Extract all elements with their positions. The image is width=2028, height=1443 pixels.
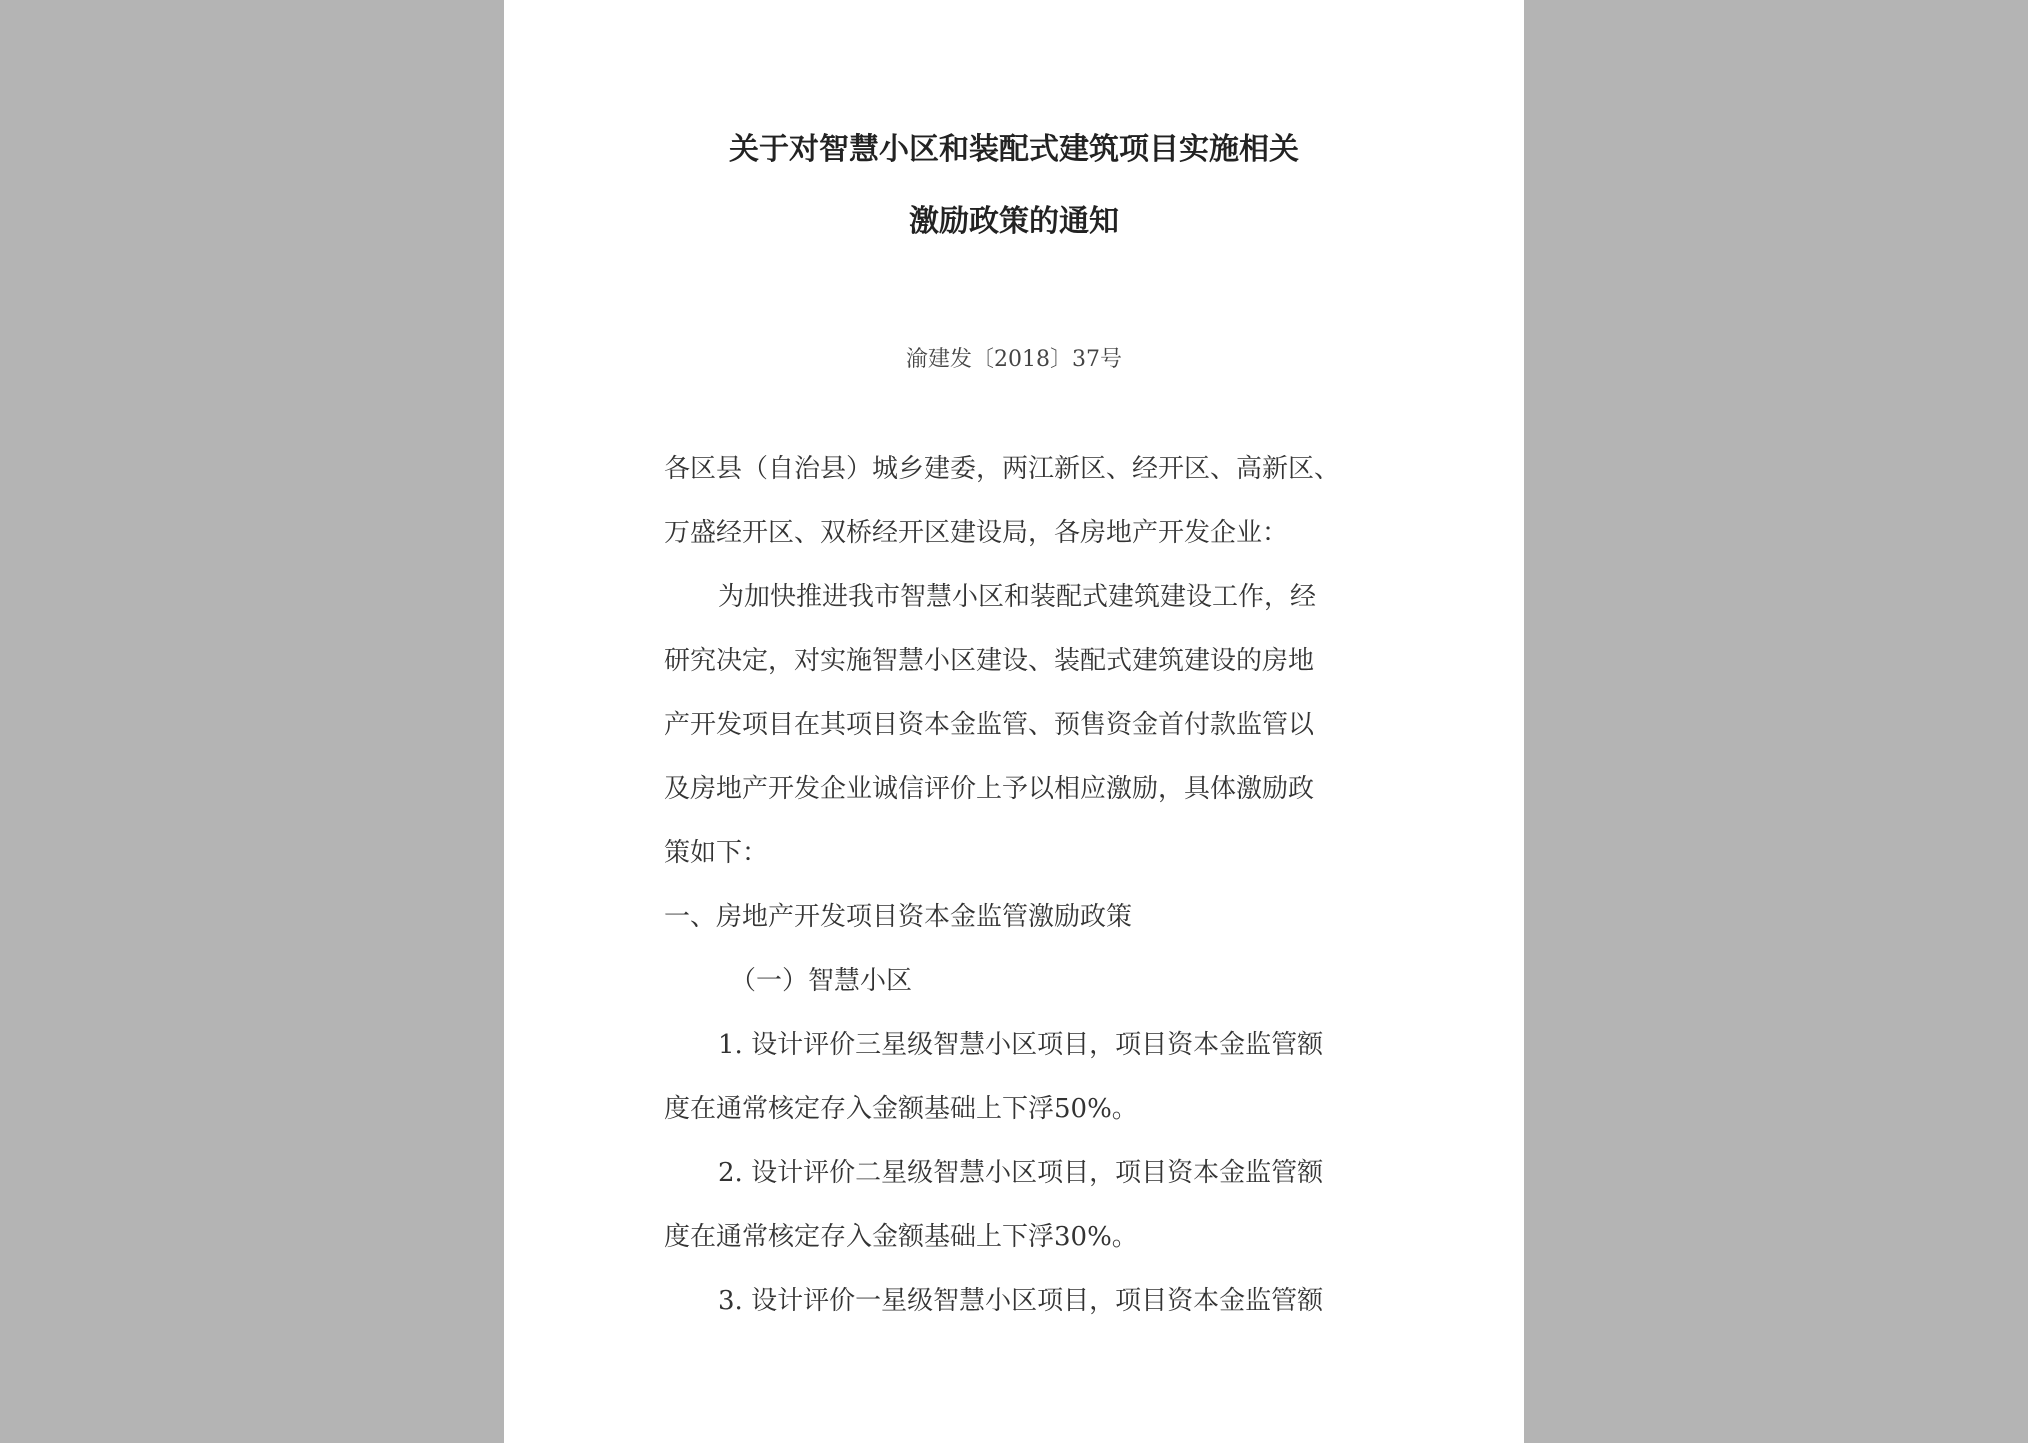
section-heading: 一、房地产开发项目资本金监管激励政策 [664, 902, 1133, 932]
intro-line: 为加快推进我市智慧小区和装配式建筑建设工作，经 [718, 582, 1317, 612]
document-page [504, 0, 1524, 1443]
addressee-line-2: 万盛经开区、双桥经开区建设局，各房地产开发企业： [664, 518, 1289, 548]
intro-line: 研究决定，对实施智慧小区建设、装配式建筑建设的房地 [664, 646, 1315, 676]
list-item-line: 3. 设计评价一星级智慧小区项目，项目资本金监管额 [718, 1286, 1324, 1316]
addressee-line-1: 各区县（自治县）城乡建委，两江新区、经开区、高新区、 [664, 454, 1341, 484]
list-item-line: 1. 设计评价三星级智慧小区项目，项目资本金监管额 [718, 1030, 1324, 1060]
document-title-line-2: 激励政策的通知 [909, 204, 1119, 239]
intro-line: 及房地产开发企业诚信评价上予以相应激励，具体激励政 [664, 774, 1315, 804]
list-item-line: 度在通常核定存入金额基础上下浮30%。 [664, 1222, 1138, 1252]
subsection-heading: （一）智慧小区 [730, 966, 913, 996]
list-item-line: 2. 设计评价二星级智慧小区项目，项目资本金监管额 [718, 1158, 1324, 1188]
document-number: 渝建发〔2018〕37号 [906, 347, 1122, 372]
intro-line: 产开发项目在其项目资本金监管、预售资金首付款监管以 [664, 710, 1315, 740]
list-item-line: 度在通常核定存入金额基础上下浮50%。 [664, 1094, 1138, 1124]
document-title-line-1: 关于对智慧小区和装配式建筑项目实施相关 [729, 132, 1299, 167]
intro-line: 策如下： [664, 838, 769, 868]
